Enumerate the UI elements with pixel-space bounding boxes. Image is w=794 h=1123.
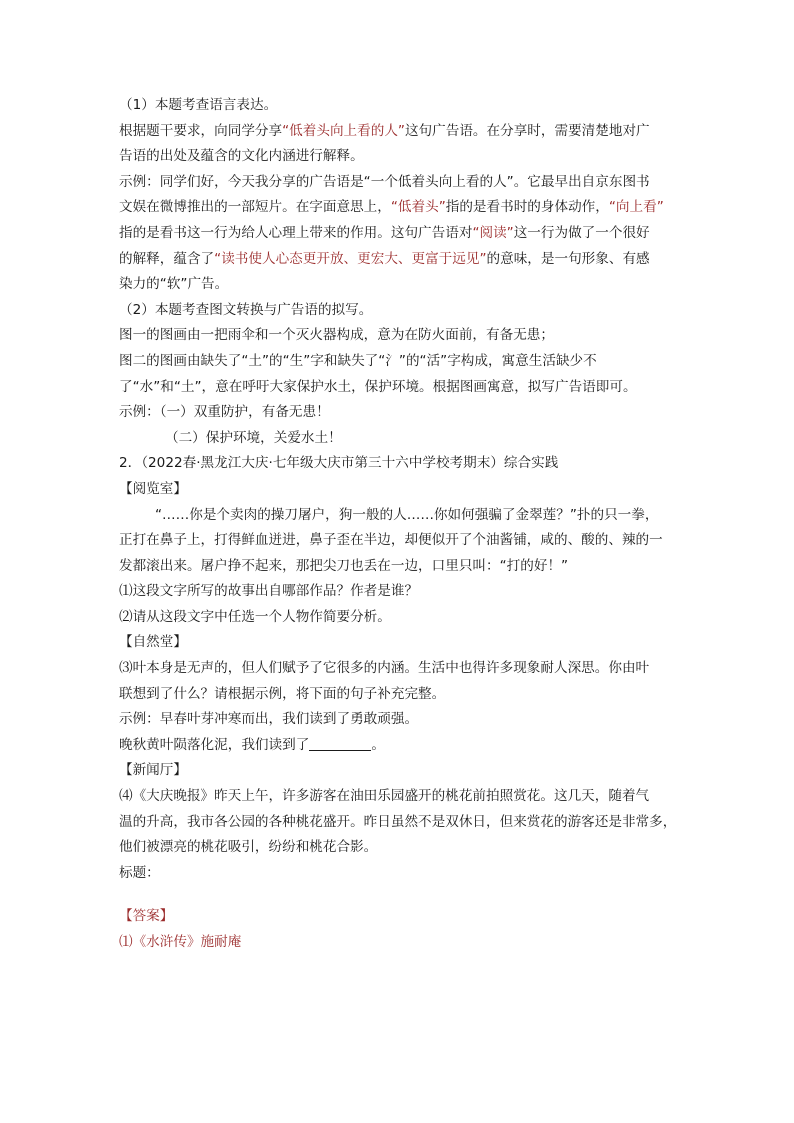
text-line xyxy=(119,349,679,375)
text-line xyxy=(119,426,679,452)
text-line xyxy=(119,707,679,733)
text-segment: 发都滚出来。屠户挣不起来，那把尖刀也丢在一边，口里只叫：“打的好！” xyxy=(119,557,569,574)
text-line xyxy=(119,400,679,426)
highlighted-text: 【答案】 xyxy=(119,908,174,925)
text-segment: 【自然堂】 xyxy=(119,634,187,651)
text-line xyxy=(119,375,679,401)
text-segment: ⑵请从这段文字中任选一个人物作简要分析。 xyxy=(119,608,391,625)
highlighted-text: “低着头” xyxy=(390,199,446,216)
text-line xyxy=(119,195,679,221)
highlighted-text: ⑴《水浒传》施耐庵 xyxy=(119,934,242,950)
text-line xyxy=(119,835,679,861)
text-segment: 这句广告语。在分享时，需要清楚地对广 xyxy=(404,122,650,139)
text-line xyxy=(119,272,679,298)
text-line xyxy=(119,323,679,349)
text-line xyxy=(119,170,679,196)
text-segment: 图一的图画由一把雨伞和一个灭火器构成，意为在防火面前，有备无患； xyxy=(119,327,554,344)
text-segment: 标题： xyxy=(119,864,160,881)
text-line xyxy=(119,682,679,708)
fill-in-blank xyxy=(309,736,371,751)
text-segment: 图二的图画由缺失了“土”的“生”字和缺失了“氵”的“活”字构成，寓意生活缺少不 xyxy=(119,352,597,369)
text-line xyxy=(119,810,679,836)
text-line xyxy=(119,861,679,887)
text-segment: 这一行为做了一个很好 xyxy=(513,224,650,241)
text-line xyxy=(119,528,679,554)
text-segment: 。 xyxy=(371,736,385,753)
text-line xyxy=(119,733,679,759)
highlighted-text: “读书使人心态更开放、更宏大、更富于远见” xyxy=(214,250,487,267)
text-segment: 染力的“软”广告。 xyxy=(119,276,229,293)
text-segment: 告语的出处及蕴含的文化内涵进行解释。 xyxy=(119,148,364,165)
text-segment: 示例：同学们好，今天我分享的广告语是“一个低着头向上看的人”。它最早出自京东图书 xyxy=(119,173,650,190)
text-segment: 示例：（一）双重防护，有备无患！ xyxy=(119,404,330,421)
text-line xyxy=(119,144,679,170)
answer-text-block xyxy=(119,93,679,956)
text-segment: （1）本题考查语言表达。 xyxy=(119,97,278,113)
highlighted-text: “低着头向上看的人” xyxy=(282,122,405,139)
text-line xyxy=(119,221,679,247)
text-line xyxy=(119,503,679,529)
text-segment: 指的是看书这一行为给人心理上带来的作用。这句广告语对 xyxy=(119,224,473,241)
highlighted-text: “向上看” xyxy=(608,199,664,216)
text-segment: 文娱在微博推出的一部短片。在字面意思上， xyxy=(119,199,391,216)
text-line xyxy=(119,784,679,810)
text-line xyxy=(119,247,679,273)
text-line xyxy=(119,930,679,956)
text-line xyxy=(119,298,679,324)
text-segment: 的解释，蕴含了 xyxy=(119,250,215,267)
text-line xyxy=(119,656,679,682)
text-line xyxy=(119,579,679,605)
text-segment: “……你是个卖肉的操刀屠户，狗一般的人……你如何强骗了金翠莲？”扑的只一拳， xyxy=(155,506,659,523)
text-line xyxy=(119,477,679,503)
text-segment: 【新闻厅】 xyxy=(119,762,187,779)
highlighted-text: “阅读” xyxy=(472,224,514,241)
text-line xyxy=(119,554,679,580)
text-line xyxy=(119,630,679,656)
text-segment: 根据题干要求，向同学分享 xyxy=(119,122,283,139)
text-segment: 正打在鼻子上，打得鲜血迸进，鼻子歪在半边，却便似开了个油酱铺，咸的、酸的、辣的一 xyxy=(119,532,663,549)
text-segment: （2）本题考查图文转换与广告语的拟写。 xyxy=(119,301,373,318)
text-segment: ⑴这段文字所写的故事出自哪部作品？作者是谁？ xyxy=(119,583,419,600)
text-line xyxy=(119,119,679,145)
text-segment: 温的升高，我市各公园的各种桃花盛开。昨日虽然不是双休日，但来赏花的游客还是非常多， xyxy=(119,813,677,830)
text-segment: 的意味，是一句形象、有感 xyxy=(486,250,650,267)
text-line xyxy=(119,758,679,784)
text-segment: 【阅览室】 xyxy=(119,480,187,497)
text-line xyxy=(119,93,679,119)
text-segment: ⑶叶本身是无声的，但人们赋予了它很多的内涵。生活中也得许多现象耐人深思。你由叶 xyxy=(119,660,650,677)
text-segment: 他们被漂亮的桃花吸引，纷纷和桃花合影。 xyxy=(119,839,378,856)
spacer xyxy=(119,886,679,904)
text-segment: ⑷《大庆晚报》昨天上午，许多游客在油田乐园盛开的桃花前拍照赏花。这几天，随着气 xyxy=(119,788,650,805)
text-line xyxy=(119,605,679,631)
text-segment: 了“水”和“土”，意在呼吁大家保护水土，保护环境。根据图画寓意，拟写广告语即可。 xyxy=(119,378,637,395)
text-segment: （二）保护环境，关爱水土！ xyxy=(165,429,342,446)
text-segment: 2．（2022春·黑龙江大庆·七年级大庆市第三十六中学校考期末）综合实践 xyxy=(119,455,559,472)
text-segment: 指的是看书时的身体动作， xyxy=(445,199,609,216)
text-segment: 示例：早春叶芽冲寒而出，我们读到了勇敢顽强。 xyxy=(119,711,419,728)
text-line xyxy=(119,451,679,477)
text-line xyxy=(119,904,679,930)
text-segment: 晚秋黄叶陨落化泥，我们读到了 xyxy=(119,736,310,753)
text-segment: 联想到了什么？请根据示例，将下面的句子补充完整。 xyxy=(119,685,446,702)
